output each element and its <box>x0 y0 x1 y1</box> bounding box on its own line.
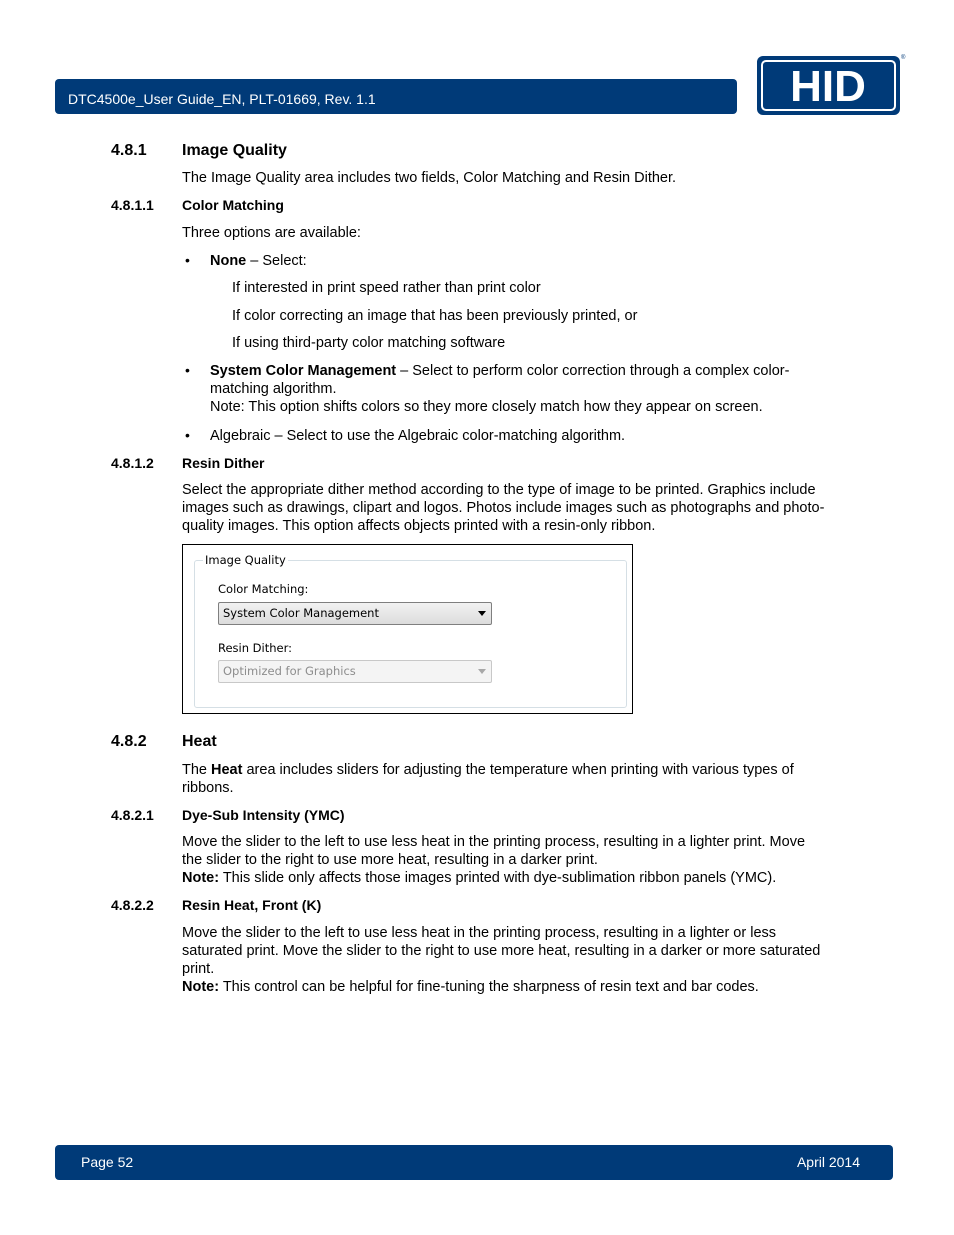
footer-bar <box>55 1145 893 1180</box>
footer-date: April 2014 <box>796 1154 860 1170</box>
group-title: Image Quality <box>205 553 286 567</box>
hid-logo <box>757 56 900 115</box>
none-item: If interested in print speed rather than print color <box>232 280 541 296</box>
none-item: If color correcting an image that has been previously printed, or <box>232 308 638 324</box>
options-intro: Three options are available: <box>182 225 361 241</box>
subsection-number: 4.8.1.1 <box>111 197 154 213</box>
subsection-number: 4.8.1.2 <box>111 455 154 471</box>
hid-logo-icon <box>757 56 900 115</box>
body-text: The <box>182 762 212 778</box>
body-line: images such as drawings, clipart and logos. Photos include images such as photographs and photo- <box>182 500 825 516</box>
option-none-label: None <box>210 253 247 269</box>
color-matching-select[interactable] <box>218 602 492 625</box>
body-line: Move the slider to the left to use less heat in the printing process, resulting in a lighter or less <box>182 925 777 941</box>
resin-dither-label: Resin Dither: <box>218 641 293 655</box>
option-scm <box>210 362 870 416</box>
body-line: Move the slider to the left to use less heat in the printing process, resulting in a lighter print. Move <box>182 834 806 850</box>
doc-title: DTC4500e_User Guide_EN, PLT-01669, Rev. 1.1 <box>68 91 376 107</box>
option-algebraic: Algebraic – Select to use the Algebraic color-matching algorithm. <box>210 428 626 444</box>
resin-dither-value: Optimized for Graphics <box>223 664 356 678</box>
section-title: Image Quality <box>182 142 287 159</box>
subsection-number: 4.8.2.2 <box>111 897 154 913</box>
color-matching-label: Color Matching: <box>218 582 309 596</box>
resin-dither-select[interactable] <box>218 660 492 683</box>
chevron-down-icon <box>478 611 486 616</box>
option-none <box>210 252 307 270</box>
registered-mark: ® <box>901 55 906 61</box>
note-label: Note: <box>182 870 220 886</box>
bullet-icon: • <box>185 252 190 268</box>
note-label: Note: <box>182 979 220 995</box>
color-matching-value: System Color Management <box>223 606 379 620</box>
section-number: 4.8.1 <box>111 142 147 159</box>
header-bar <box>55 79 737 114</box>
logo-text: HID <box>790 62 866 111</box>
bullet-icon: • <box>185 427 190 443</box>
body-bold: Heat <box>211 762 243 778</box>
image-quality-screenshot <box>182 544 633 714</box>
resin-dither-body <box>182 481 882 535</box>
chevron-down-icon <box>478 669 486 674</box>
subsection-number: 4.8.2.1 <box>111 807 154 823</box>
subsection-title: Dye-Sub Intensity (YMC) <box>182 807 345 823</box>
note-text: This control can be helpful for fine-tuning the sharpness of resin text and bar codes. <box>219 979 759 995</box>
section-number: 4.8.2 <box>111 733 147 750</box>
option-scm-text: – Select to perform color correction through a complex color- <box>396 363 790 379</box>
option-scm-text-2: matching algorithm. <box>210 381 337 397</box>
dye-sub-body <box>182 833 882 887</box>
option-scm-note: Note: This option shifts colors so they more closely match how they appear on screen. <box>210 399 763 415</box>
option-none-text: – Select: <box>246 253 307 269</box>
bullet-icon: • <box>185 362 190 378</box>
section-intro: The Image Quality area includes two fields, Color Matching and Resin Dither. <box>182 170 677 186</box>
subsection-title: Color Matching <box>182 197 284 213</box>
subsection-title: Resin Dither <box>182 455 265 471</box>
subsection-title: Resin Heat, Front (K) <box>182 897 322 913</box>
body-line: the slider to the right to use more heat, resulting in a darker print. <box>182 852 598 868</box>
section-title: Heat <box>182 733 217 750</box>
resin-heat-body <box>182 924 882 996</box>
heat-body <box>182 761 882 797</box>
body-line: print. <box>182 961 215 977</box>
page-number: Page 52 <box>81 1154 134 1170</box>
none-item: If using third-party color matching software <box>232 335 506 351</box>
body-text: area includes sliders for adjusting the temperature when printing with various types of <box>242 762 794 778</box>
body-line: saturated print. Move the slider to the right to use more heat, resulting in a darker or more saturated <box>182 943 821 959</box>
body-line: Select the appropriate dither method according to the type of image to be printed. Graphics include <box>182 482 816 498</box>
body-line: ribbons. <box>182 780 234 796</box>
option-scm-label: System Color Management <box>210 363 397 379</box>
body-line: quality images. This option affects objects printed with a resin-only ribbon. <box>182 518 656 534</box>
note-text: This slide only affects those images printed with dye-sublimation ribbon panels (YMC). <box>219 870 777 886</box>
